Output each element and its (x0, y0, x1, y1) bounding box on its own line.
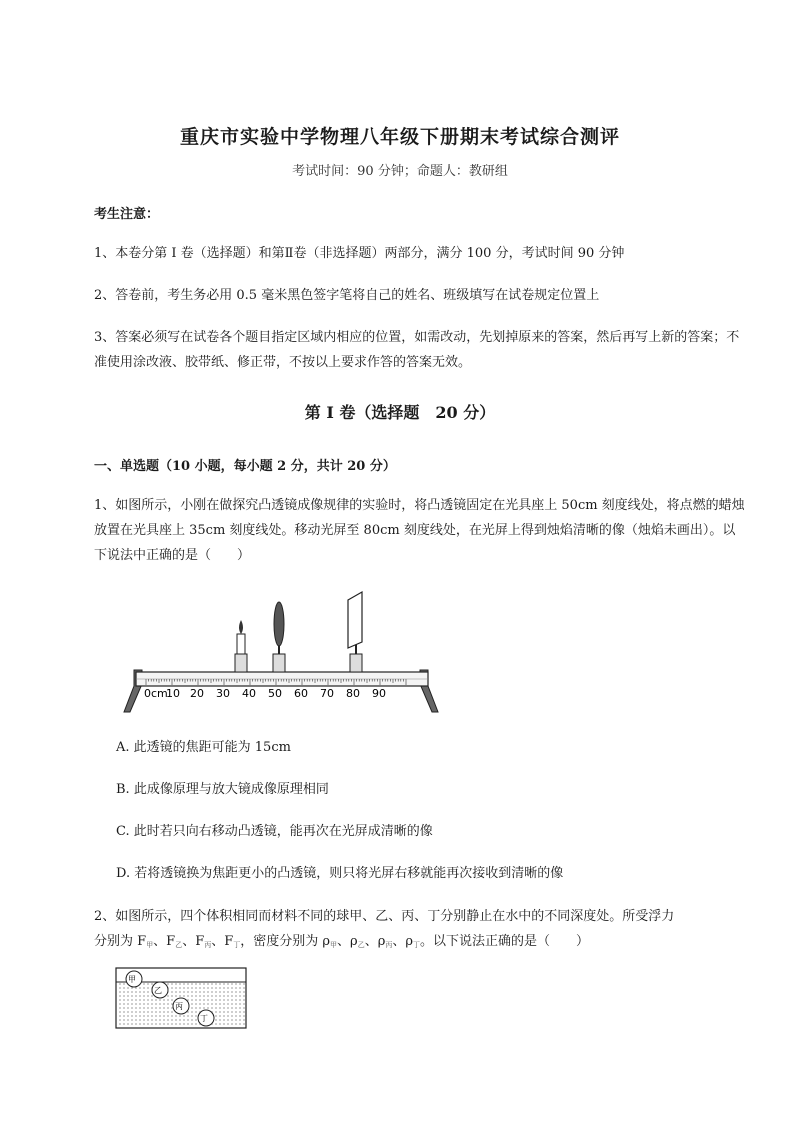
notice-heading: 考生注意： (94, 207, 160, 222)
notice-item-2: 2、答卷前，考生务必用 0.5 毫米黑色签字笔将自己的姓名、班级填写在试卷规定位置上 (94, 288, 600, 303)
ruler-label-70: 70 (320, 687, 334, 700)
ball-label-yi: 乙 (154, 986, 162, 995)
question-1-option-a[interactable]: A. 此透镜的焦距可能为 15cm (116, 740, 291, 755)
ball-label-bing: 丙 (175, 1002, 183, 1011)
question-1-option-c[interactable]: C. 此时若只向右移动凸透镜，能再次在光屏成清晰的像 (116, 824, 433, 839)
ball-label-ding: 丁 (200, 1014, 208, 1023)
question-1-stem: 1、如图所示，小刚在做探究凸透镜成像规律的实验时，将凸透镜固定在光具座上 50cm 刻度线处，将点燃的蜡烛放置在光具座上 35cm 刻度线处。移动光屏至 80cm 刻度线处，在光屏上得到烛焰清晰的像（烛焰未画出）。以下说法中正确的是（ ） (94, 498, 745, 563)
question-1-option-b[interactable]: B. 此成像原理与放大镜成像原理相同 (116, 782, 329, 797)
ruler-label-60: 60 (294, 687, 308, 700)
ball-label-jia: 甲 (128, 975, 136, 984)
ruler-label-90: 90 (372, 687, 386, 700)
floating-balls-figure (114, 966, 248, 1030)
notice-item-1: 1、本卷分第 I 卷（选择题）和第Ⅱ卷（非选择题）两部分，满分 100 分，考试时间 90 分钟 (94, 246, 625, 261)
ruler-label-50: 50 (268, 687, 282, 700)
ruler-label-10: 10 (166, 687, 180, 700)
notice-item-3: 3、答案必须写在试卷各个题目指定区域内相应的位置，如需改动，先划掉原来的答案，然后再写上新的答案；不准使用涂改液、胶带纸、修正带，不按以上要求作答的答案无效。 (94, 330, 740, 370)
section-title: 第 I 卷（选择题 20 分） (304, 403, 496, 422)
page-title: 重庆市实验中学物理八年级下册期末考试综合测评 (179, 126, 620, 148)
ruler-label-30: 30 (216, 687, 230, 700)
question-2-line-1: 2、如图所示，四个体积相同而材料不同的球甲、乙、丙、丁分别静止在水中的不同深度处。所受浮力 (94, 909, 675, 924)
question-1-option-d[interactable]: D. 若将透镜换为焦距更小的凸透镜，则只将光屏右移就能再次接收到清晰的像 (116, 866, 564, 881)
ruler-label-80: 80 (346, 687, 360, 700)
ruler-label-40: 40 (242, 687, 256, 700)
question-2-line-2: 分别为 $F_甲$、$F_乙$、$F_丙$、$F_丁$，密度分别为 $\rho_甲$、$\rho_乙$、$\rho_丙$、$\rho_丁$。以下说法正确的是（ ） (94, 934, 590, 949)
optical-bench-figure (122, 588, 444, 714)
ruler-label-20: 20 (190, 687, 204, 700)
part-heading: 一、单选题（10 小题，每小题 2 分，共计 20 分） (94, 459, 396, 474)
ruler-label-0: 0cm (144, 687, 168, 700)
exam-info: 考试时间：90 分钟；命题人：教研组 (292, 164, 508, 179)
